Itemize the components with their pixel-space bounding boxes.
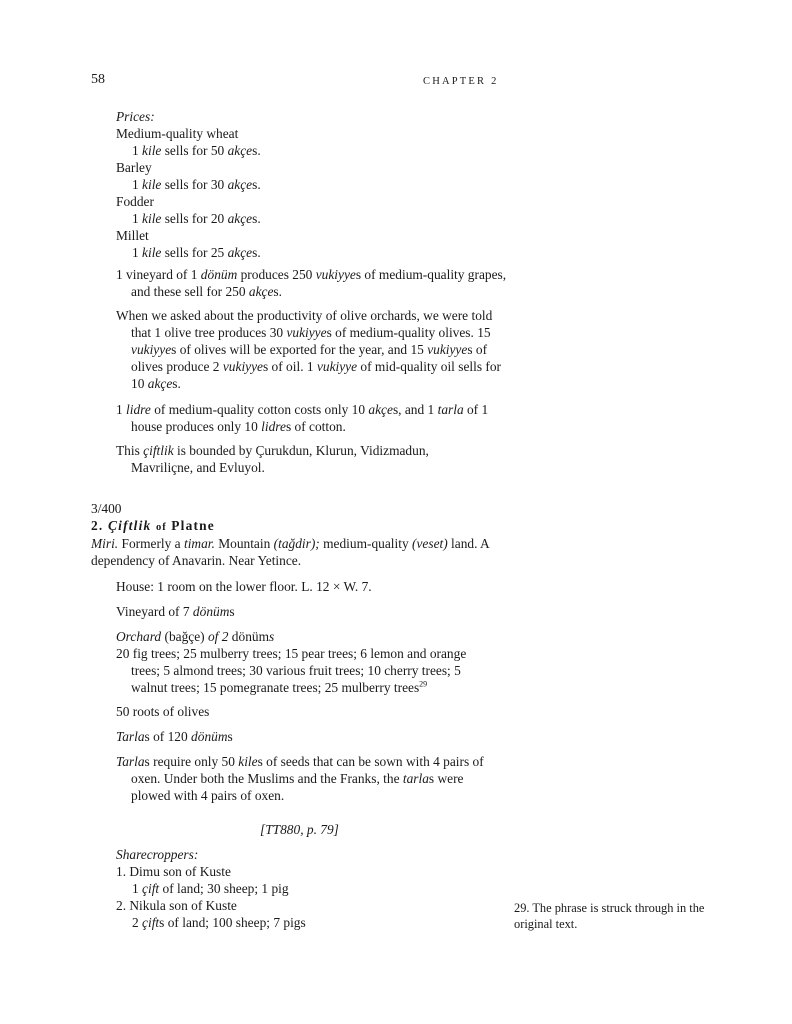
footnote: 29. The phrase is struck through in the original text. <box>514 901 705 931</box>
trees-paragraph: 20 fig trees; 25 mulberry trees; 15 pear trees; 6 lemon and orange trees; 5 almond trees; 30 various fruit trees; 10 cherry trees; 5 walnut trees; 15 pomegranate trees; 25 mulberry trees$^{29}$ <box>116 646 467 695</box>
list-item: 2. Nikula son of Kuste 2 çifts of land; 100 sheep; 7 pigs <box>116 898 306 930</box>
house-line: House: 1 room on the lower floor. L. 12 × W. 7. <box>116 579 372 594</box>
price-item: Millet 1 kile sells for 25 akçes. <box>116 228 261 260</box>
price-item: Fodder 1 kile sells for 20 akçes. <box>116 194 261 226</box>
price-item: Barley 1 kile sells for 30 akçes. <box>116 160 261 192</box>
vineyard-line: Vineyard of 7 dönüms <box>116 604 235 619</box>
seeds-paragraph: Tarlas require only 50 kiles of seeds that can be sown with 4 pairs of oxen. Under both the Muslims and the Franks, the tarlas were plowed with 4 pairs of oxen. <box>116 754 484 803</box>
sharecroppers-block <box>116 846 496 931</box>
source-reference: [TT880, p. 79] <box>260 822 339 837</box>
page-number: 58 <box>91 72 105 87</box>
olive-paragraph: When we asked about the productivity of olive orchards, we were told that 1 olive tree produces 30 vukiyyes of medium-quality olives. 15 vukiyyes of olives will be exported for the year, and 15 vukiyyes of olives produce 2 vukiyyes of oil. 1 vukiyye of mid-quality oil sells for 10 akçes. <box>116 308 502 391</box>
price-item: Medium-quality wheat 1 kile sells for 50 akçes. <box>116 126 261 158</box>
footnote-marker[interactable]: 29 <box>419 679 428 689</box>
tarlas-line: Tarlas of 120 dönüms <box>116 729 233 744</box>
sharecroppers-label: Sharecroppers: <box>116 847 199 862</box>
section-description: Miri. Formerly a timar. Mountain (tağdir); medium-quality (veset) land. A dependency of Anavarin. Near Yetince. <box>91 536 489 568</box>
prices-label: Prices: <box>116 109 155 124</box>
cotton-paragraph: 1 lidre of medium-quality cotton costs only 10 akçes, and 1 tarla of 1 house produces only 10 lidres of cotton. <box>116 402 489 434</box>
list-item: 1. Dimu son of Kuste 1 çift of land; 30 sheep; 1 pig <box>116 864 289 896</box>
olive-roots-line: 50 roots of olives <box>116 704 210 719</box>
vineyard-paragraph: 1 vineyard of 1 dönüm produces 250 vukiyyes of medium-quality grapes, and these sell for 250 akçes. <box>116 267 507 299</box>
prices-block <box>116 108 496 261</box>
orchard-line: Orchard (bağçe) of 2 dönüms <box>116 629 275 644</box>
section-reference: 3/400 <box>91 501 122 516</box>
running-head: CHAPTER 2 <box>423 76 499 87</box>
bounds-paragraph: This çiftlik is bounded by Çurukdun, Klurun, Vidizmadun, Mavriliçne, and Evluyol. <box>116 443 429 475</box>
section-heading: 2. Çiftlik of Platne <box>91 518 215 533</box>
